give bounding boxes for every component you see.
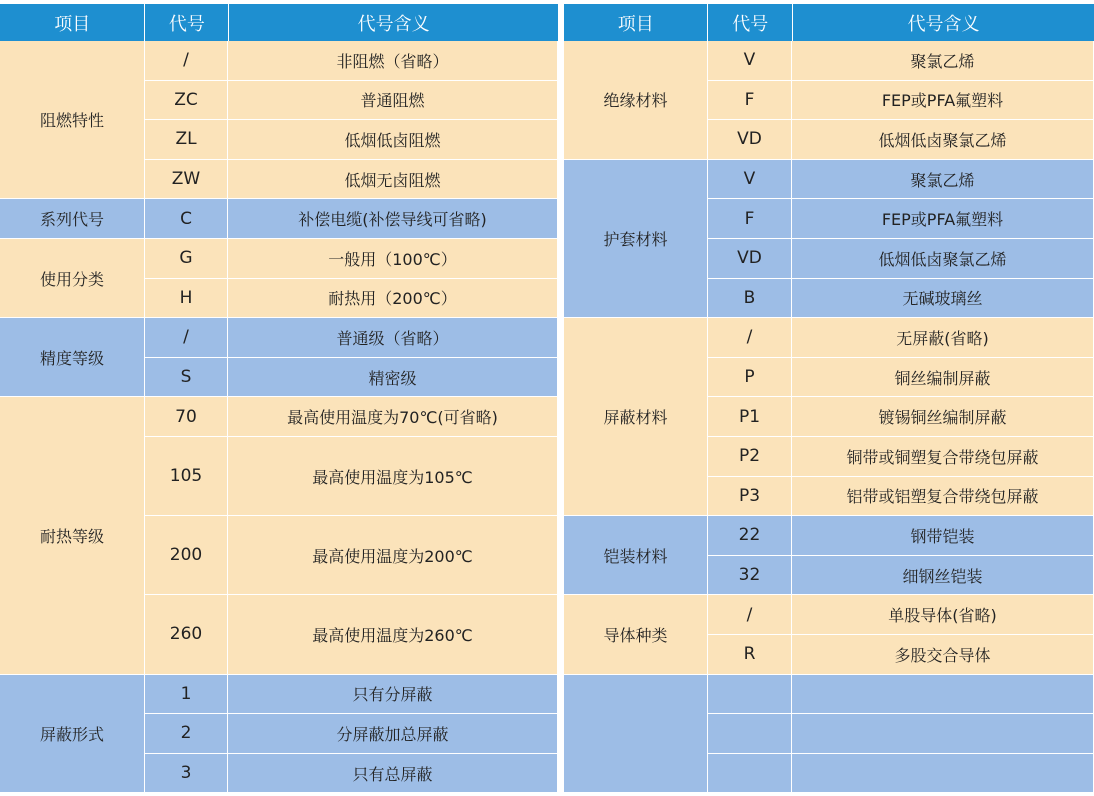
- item-cell: 阻燃特性: [0, 41, 145, 199]
- meaning-cell: 聚氯乙烯: [792, 41, 1094, 81]
- code-cell: ZC: [145, 81, 228, 121]
- left-table: [0, 4, 558, 793]
- item-cell: 绝缘材料: [564, 41, 708, 160]
- meaning-cell: [792, 714, 1094, 754]
- item-cell: 铠装材料: [564, 516, 708, 595]
- meaning-cell: FEP或PFA氟塑料: [792, 81, 1094, 121]
- meaning-cell: FEP或PFA氟塑料: [792, 199, 1094, 239]
- header-code: 代号: [708, 4, 793, 41]
- code-cell: [708, 714, 792, 754]
- code-cell: F: [708, 81, 792, 121]
- meaning-cell: 钢带铠装: [792, 516, 1094, 556]
- code-cell: F: [708, 199, 792, 239]
- group-3: [564, 516, 1094, 595]
- code-cell: 32: [708, 556, 792, 596]
- item-cell: 屏蔽材料: [564, 318, 708, 516]
- meaning-cell: 分屏蔽加总屏蔽: [228, 714, 558, 754]
- meaning-cell: 精密级: [228, 358, 558, 398]
- group-0: [564, 41, 1094, 160]
- code-cell: ZL: [145, 120, 228, 160]
- meaning-cell: 低烟低卤聚氯乙烯: [792, 239, 1094, 279]
- group-2: [564, 318, 1094, 516]
- item-cell: 屏蔽形式: [0, 675, 145, 794]
- meaning-cell: 低烟无卤阻燃: [228, 160, 558, 200]
- header-meaning: 代号含义: [357, 13, 430, 35]
- code-cell: VD: [708, 239, 792, 279]
- meaning-cell: 非阻燃（省略）: [228, 41, 558, 81]
- group-3: [0, 318, 558, 397]
- group-5: [564, 675, 1094, 794]
- code-cell: 200: [145, 516, 228, 595]
- header-code: 代号: [145, 4, 229, 41]
- meaning-cell: [792, 675, 1094, 715]
- meaning-cell: 补偿电缆(补偿导线可省略): [228, 199, 558, 239]
- code-cell: R: [708, 635, 792, 675]
- meaning-cell: 最高使用温度为105℃: [228, 437, 558, 516]
- group-1: [564, 160, 1094, 318]
- code-cell: [708, 675, 792, 715]
- code-cell: ZW: [145, 160, 228, 200]
- group-0: [0, 41, 558, 199]
- meaning-cell: [792, 754, 1094, 794]
- item-cell: 精度等级: [0, 318, 145, 397]
- group-5: [0, 675, 558, 794]
- header-meaning: 代号含义: [907, 13, 980, 35]
- code-cell: /: [145, 41, 228, 81]
- group-2: [0, 239, 558, 318]
- group-1: [0, 199, 558, 239]
- code-cell: P1: [708, 397, 792, 437]
- meaning-cell: 只有分屏蔽: [228, 675, 558, 715]
- code-cell: P2: [708, 437, 792, 477]
- code-cell: B: [708, 279, 792, 319]
- code-cell: S: [145, 358, 228, 398]
- code-cell: /: [708, 595, 792, 635]
- item-cell: 使用分类: [0, 239, 145, 318]
- meaning-cell: 一般用（100℃）: [228, 239, 558, 279]
- code-cell: P3: [708, 477, 792, 517]
- meaning-cell: 铝带或铝塑复合带绕包屏蔽: [792, 477, 1094, 517]
- meaning-cell: 无碱玻璃丝: [792, 279, 1094, 319]
- item-cell: 系列代号: [0, 199, 145, 239]
- meaning-cell: 普通阻燃: [228, 81, 558, 121]
- meaning-cell: 低烟低卤聚氯乙烯: [792, 120, 1094, 160]
- code-cell: 260: [145, 595, 228, 674]
- meaning-cell: 最高使用温度为200℃: [228, 516, 558, 595]
- code-cell: /: [145, 318, 228, 358]
- meaning-cell: 聚氯乙烯: [792, 160, 1094, 200]
- meaning-cell: 镀锡铜丝编制屏蔽: [792, 397, 1094, 437]
- left-table-body: [0, 41, 558, 793]
- right-table: [564, 4, 1094, 793]
- code-cell: 22: [708, 516, 792, 556]
- meaning-cell: 无屏蔽(省略): [792, 318, 1094, 358]
- code-cell: G: [145, 239, 228, 279]
- meaning-cell: 单股导体(省略): [792, 595, 1094, 635]
- code-cell: 2: [145, 714, 228, 754]
- meaning-cell: 普通级（省略）: [228, 318, 558, 358]
- code-cell: 1: [145, 675, 228, 715]
- code-cell: 70: [145, 397, 228, 437]
- item-cell: 护套材料: [564, 160, 708, 318]
- code-cell: H: [145, 279, 228, 319]
- code-cell: 3: [145, 754, 228, 794]
- meaning-cell: 低烟低卤阻燃: [228, 120, 558, 160]
- code-cell: V: [708, 160, 792, 200]
- meaning-cell: 最高使用温度为70℃(可省略): [228, 397, 558, 437]
- meaning-cell: 只有总屏蔽: [228, 754, 558, 794]
- meaning-cell: 细钢丝铠装: [792, 556, 1094, 596]
- meaning-cell: 最高使用温度为260℃: [228, 595, 558, 674]
- item-cell: [564, 675, 708, 794]
- item-cell: 耐热等级: [0, 397, 145, 674]
- item-cell: 导体种类: [564, 595, 708, 674]
- code-cell: /: [708, 318, 792, 358]
- meaning-cell: 铜带或铜塑复合带绕包屏蔽: [792, 437, 1094, 477]
- code-cell: VD: [708, 120, 792, 160]
- code-cell: P: [708, 358, 792, 398]
- code-cell: C: [145, 199, 228, 239]
- right-table-body: [564, 41, 1094, 793]
- left-table-header: [0, 4, 558, 41]
- meaning-cell: 多股交合导体: [792, 635, 1094, 675]
- header-item: 项目: [0, 4, 145, 41]
- code-cell: [708, 754, 792, 794]
- code-cell: 105: [145, 437, 228, 516]
- group-4: [0, 397, 558, 674]
- right-table-header: [564, 4, 1094, 41]
- code-cell: V: [708, 41, 792, 81]
- meaning-cell: 耐热用（200℃）: [228, 279, 558, 319]
- meaning-cell: 铜丝编制屏蔽: [792, 358, 1094, 398]
- header-item: 项目: [564, 4, 708, 41]
- group-4: [564, 595, 1094, 674]
